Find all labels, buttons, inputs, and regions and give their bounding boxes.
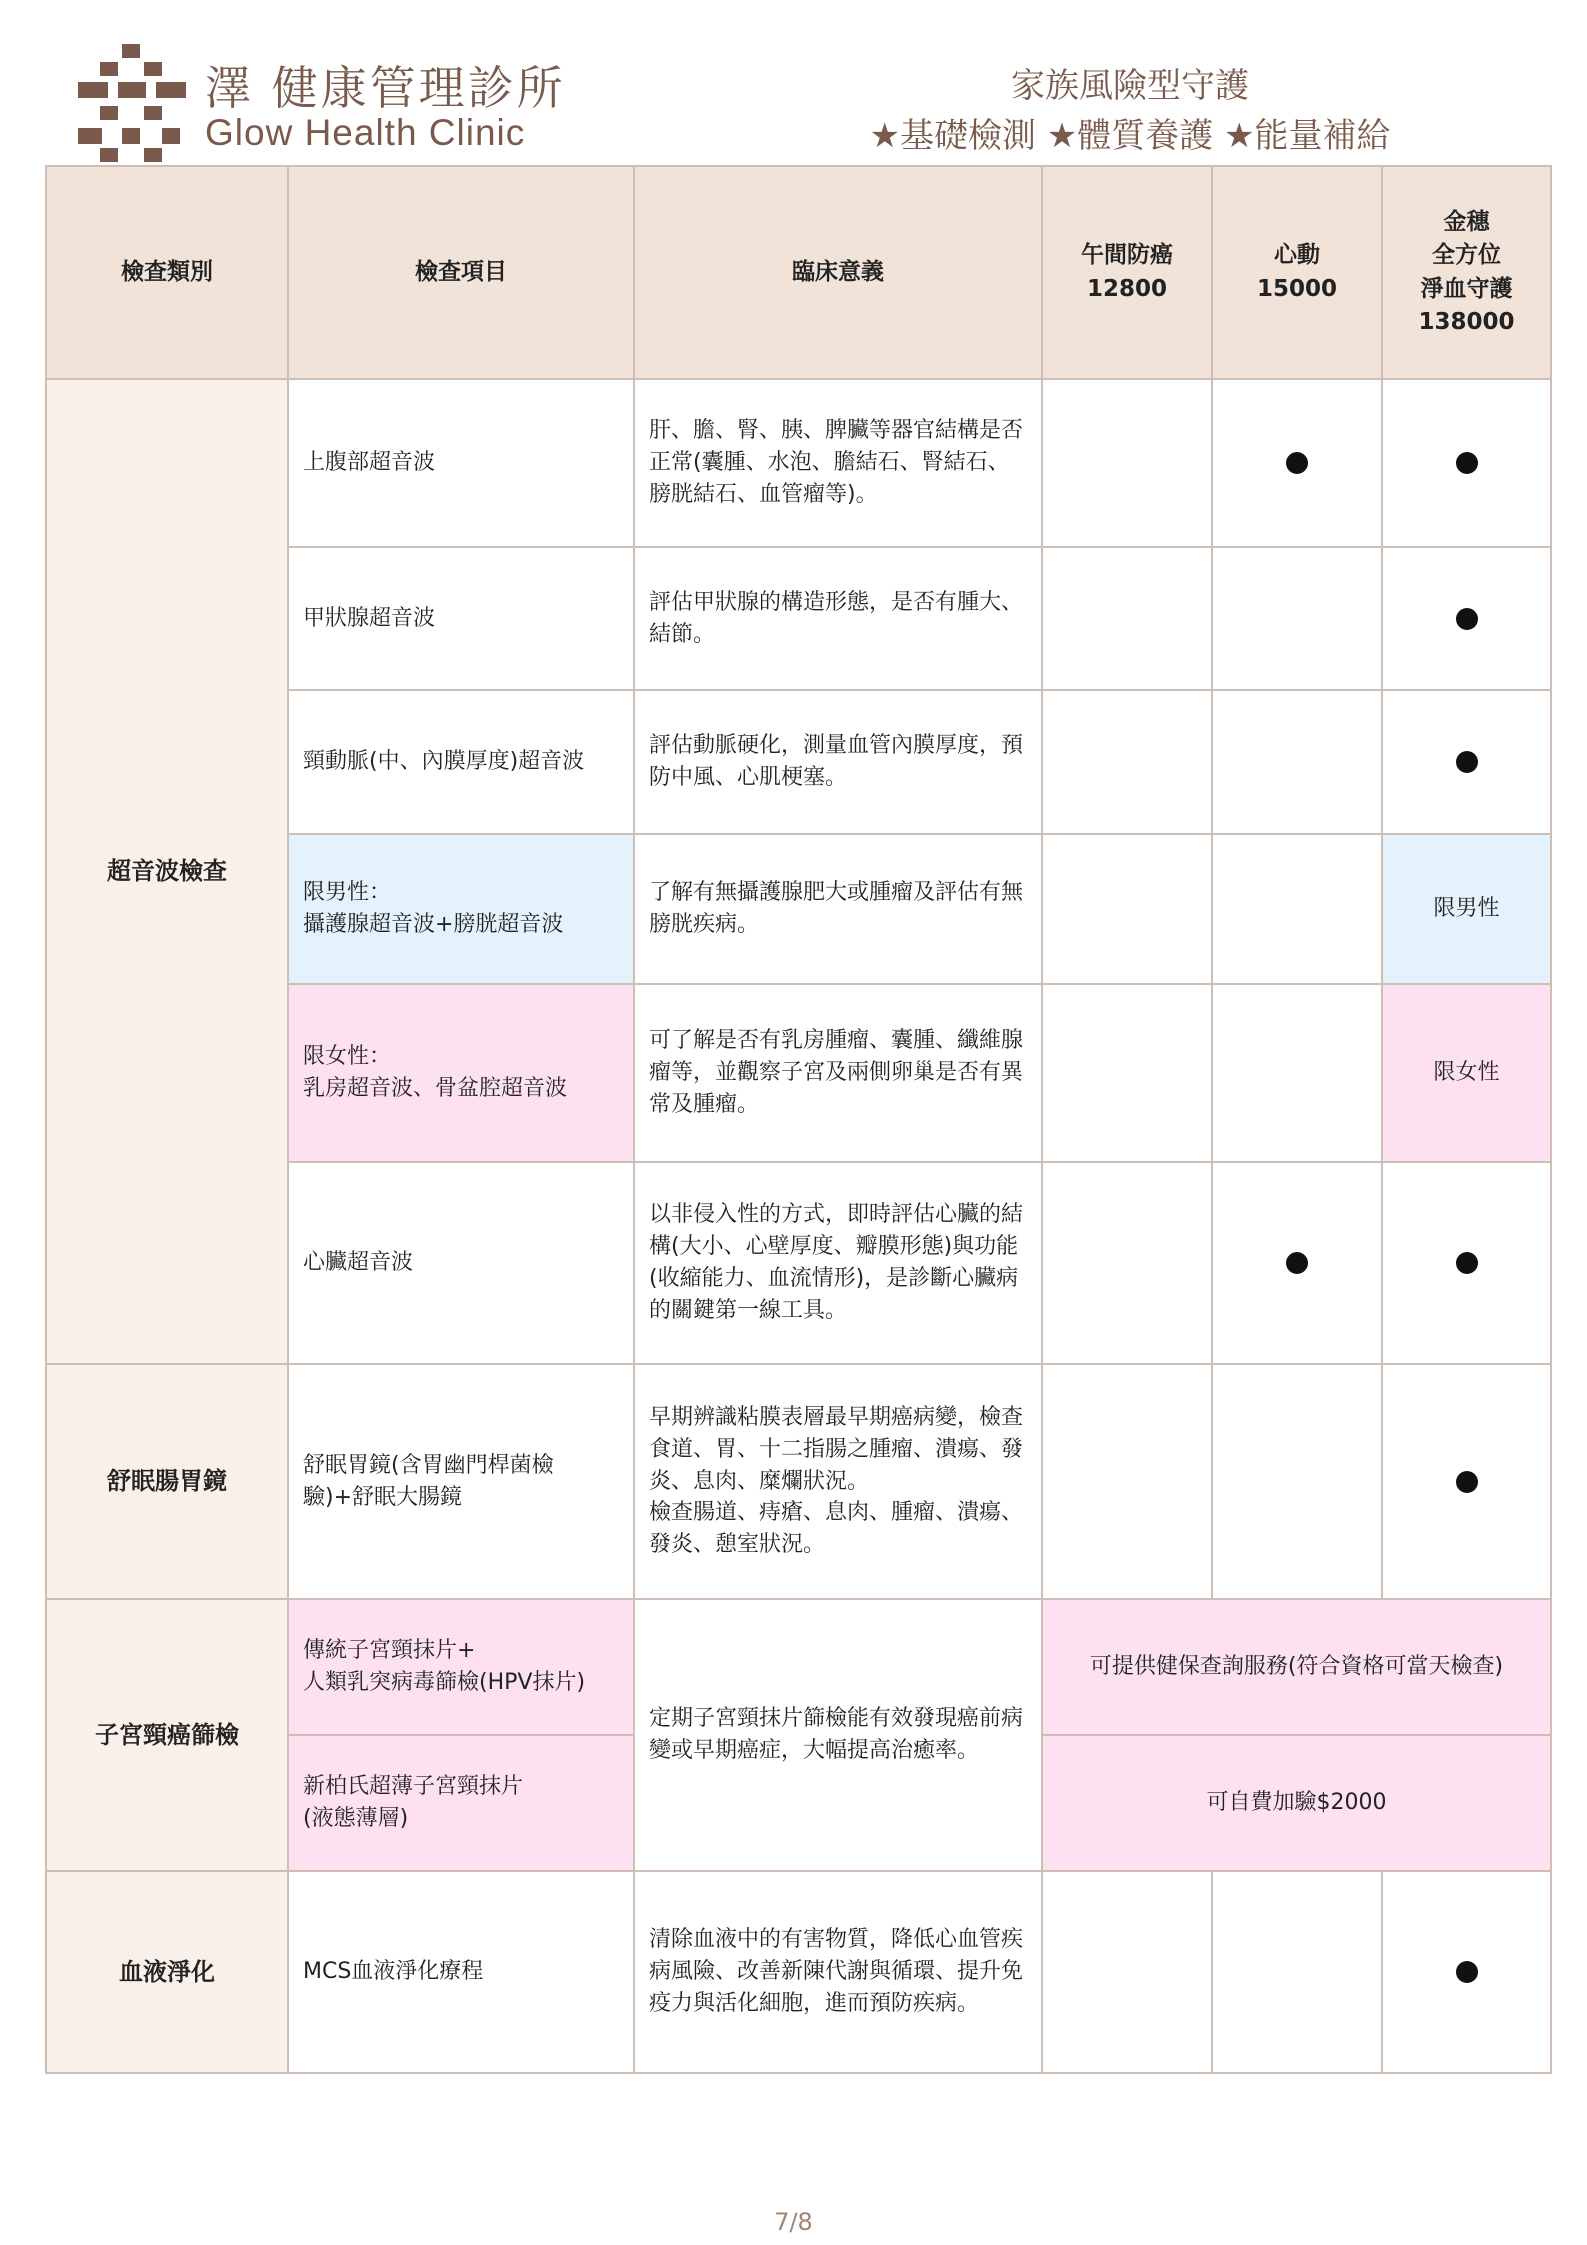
item-heart-ultrasound: 心臟超音波 bbox=[288, 1162, 634, 1364]
mark-cell bbox=[1212, 690, 1382, 834]
category-endoscopy: 舒眠腸胃鏡 bbox=[46, 1364, 288, 1599]
mark-cell bbox=[1212, 1364, 1382, 1599]
plan-3-price: 138000 bbox=[1418, 308, 1515, 335]
plan-3-name-line2: 全方位 bbox=[1432, 242, 1501, 269]
meaning-prostate-bladder: 了解有無攝護腺肥大或腫瘤及評估有無膀胱疾病。 bbox=[634, 834, 1042, 984]
included-dot bbox=[1456, 608, 1478, 630]
category-cervical: 子宮頸癌篩檢 bbox=[46, 1599, 288, 1871]
male-only-note: 限男性 bbox=[1382, 834, 1551, 984]
mark-cell bbox=[1042, 547, 1212, 690]
plan-1-name: 午間防癌 bbox=[1081, 242, 1173, 269]
mark-cell bbox=[1042, 1162, 1212, 1364]
item-thinprep-line2: (液態薄層) bbox=[303, 1806, 409, 1831]
item-prostate-bladder-name: 攝護腺超音波+膀胱超音波 bbox=[303, 912, 564, 937]
plan-2-price: 15000 bbox=[1256, 275, 1338, 302]
table-row bbox=[46, 1871, 1551, 2073]
item-pap-hpv-line2: 人類乳突病毒篩檢(HPV抹片) bbox=[303, 1670, 586, 1695]
category-blood-purification: 血液淨化 bbox=[46, 1871, 288, 2073]
header-item: 檢查項目 bbox=[288, 166, 634, 379]
mark-cell bbox=[1382, 1871, 1551, 2073]
page-number: 7/8 bbox=[774, 2208, 813, 2236]
item-thyroid-ultrasound: 甲狀腺超音波 bbox=[288, 547, 634, 690]
meaning-cervical: 定期子宮頸抹片篩檢能有效發現癌前病變或早期癌症，大幅提高治癒率。 bbox=[634, 1599, 1042, 1871]
item-thinprep-line1: 新柏氏超薄子宮頸抹片 bbox=[303, 1774, 524, 1800]
plan-3-name-line3: 淨血守護 bbox=[1420, 275, 1513, 302]
empty-cell bbox=[1212, 834, 1382, 984]
table-row bbox=[46, 379, 1551, 547]
meaning-blood-purification: 清除血液中的有害物質，降低心血管疾病風險、改善新陳代謝與循環、提升免疫力與活化細胞，進而預防疾病。 bbox=[634, 1871, 1042, 2073]
included-dot bbox=[1456, 1961, 1478, 1983]
item-thinprep-pap bbox=[288, 1735, 634, 1871]
category-ultrasound: 超音波檢查 bbox=[46, 379, 288, 1364]
meaning-endoscopy-line1: 早期辨識粘膜表層最早期癌病變，檢查食道、胃、十二指腸之腫瘤、潰瘍、發炎、息肉、糜爛狀況。 bbox=[649, 1404, 1024, 1494]
item-breast-pelvic-name: 乳房超音波、骨盆腔超音波 bbox=[303, 1076, 568, 1101]
included-dot bbox=[1456, 1471, 1478, 1493]
header-plan-1 bbox=[1042, 166, 1212, 379]
empty-cell bbox=[1042, 834, 1212, 984]
item-breast-pelvic-ultrasound bbox=[288, 984, 634, 1162]
brand-name-zh: 澤 健康管理診所 bbox=[205, 61, 566, 115]
header-plan-3 bbox=[1382, 166, 1551, 379]
mark-cell bbox=[1212, 1162, 1382, 1364]
item-prostate-bladder-ultrasound bbox=[288, 834, 634, 984]
table-row bbox=[46, 1599, 1551, 1735]
included-dot bbox=[1286, 452, 1308, 474]
plan-2-name: 心動 bbox=[1274, 242, 1320, 269]
header-plan-2 bbox=[1212, 166, 1382, 379]
mark-cell bbox=[1042, 379, 1212, 547]
meaning-upper-abdomen: 肝、膽、腎、胰、脾臟等器官結構是否正常(囊腫、水泡、膽結石、腎結石、 膀胱結石、血管瘤等)。 bbox=[634, 379, 1042, 547]
item-male-only-label: 限男性： bbox=[303, 880, 392, 906]
included-dot bbox=[1456, 751, 1478, 773]
empty-cell bbox=[1212, 984, 1382, 1162]
empty-cell bbox=[1042, 984, 1212, 1162]
mark-cell bbox=[1382, 547, 1551, 690]
clinic-logo bbox=[78, 44, 186, 162]
included-dot bbox=[1456, 452, 1478, 474]
mark-cell bbox=[1212, 1871, 1382, 2073]
mark-cell bbox=[1042, 1871, 1212, 2073]
mark-cell bbox=[1382, 690, 1551, 834]
mark-cell bbox=[1382, 379, 1551, 547]
female-only-note: 限女性 bbox=[1382, 984, 1551, 1162]
mark-cell bbox=[1042, 690, 1212, 834]
header-category: 檢查類別 bbox=[46, 166, 288, 379]
item-endoscopy: 舒眠胃鏡(含胃幽門桿菌檢驗)+舒眠大腸鏡 bbox=[288, 1364, 634, 1599]
item-carotid-ultrasound: 頸動脈(中、內膜厚度)超音波 bbox=[288, 690, 634, 834]
self-pay-note: 可自費加驗$2000 bbox=[1042, 1735, 1551, 1871]
included-dot bbox=[1456, 1252, 1478, 1274]
included-dot bbox=[1286, 1252, 1308, 1274]
meaning-carotid: 評估動脈硬化，測量血管內膜厚度，預防中風、心肌梗塞。 bbox=[634, 690, 1042, 834]
header-meaning: 臨床意義 bbox=[634, 166, 1042, 379]
item-pap-hpv bbox=[288, 1599, 634, 1735]
mark-cell bbox=[1382, 1162, 1551, 1364]
mark-cell bbox=[1382, 1364, 1551, 1599]
plan-title: 家族風險型守護 bbox=[1011, 66, 1249, 106]
meaning-breast-pelvic: 可了解是否有乳房腫瘤、囊腫、纖維腺瘤等，並觀察子宮及兩側卵巢是否有異常及腫瘤。 bbox=[634, 984, 1042, 1162]
item-pap-hpv-line1: 傳統子宮頸抹片+ bbox=[303, 1638, 476, 1664]
plan-1-price: 12800 bbox=[1086, 275, 1168, 302]
meaning-heart: 以非侵入性的方式，即時評估心臟的結構(大小、心壁厚度、瓣膜形態)與功能(收縮能力、血流情形)，是診斷心臟病的關鍵第一線工具。 bbox=[634, 1162, 1042, 1364]
mark-cell bbox=[1212, 379, 1382, 547]
meaning-endoscopy-line2: 檢查腸道、痔瘡、息肉、腫瘤、潰瘍、發炎、憩室狀況。 bbox=[649, 1500, 1024, 1558]
table-header-row bbox=[46, 166, 1551, 379]
item-mcs-blood-purification: MCS血液淨化療程 bbox=[288, 1871, 634, 2073]
table-row bbox=[46, 1364, 1551, 1599]
exam-table bbox=[45, 165, 1552, 2074]
meaning-thyroid: 評估甲狀腺的構造形態，是否有腫大、結節。 bbox=[634, 547, 1042, 690]
meaning-endoscopy bbox=[634, 1364, 1042, 1599]
item-upper-abdomen-ultrasound: 上腹部超音波 bbox=[288, 379, 634, 547]
plan-3-name-line1: 金穗 bbox=[1443, 208, 1490, 235]
mark-cell bbox=[1042, 1364, 1212, 1599]
insurance-check-note: 可提供健保查詢服務(符合資格可當天檢查) bbox=[1042, 1599, 1551, 1735]
mark-cell bbox=[1212, 547, 1382, 690]
plan-features: ★基礎檢測 ★體質養護 ★能量補給 bbox=[869, 116, 1391, 156]
item-female-only-label: 限女性： bbox=[303, 1044, 392, 1070]
brand-name-en: Glow Health Clinic bbox=[205, 112, 526, 153]
